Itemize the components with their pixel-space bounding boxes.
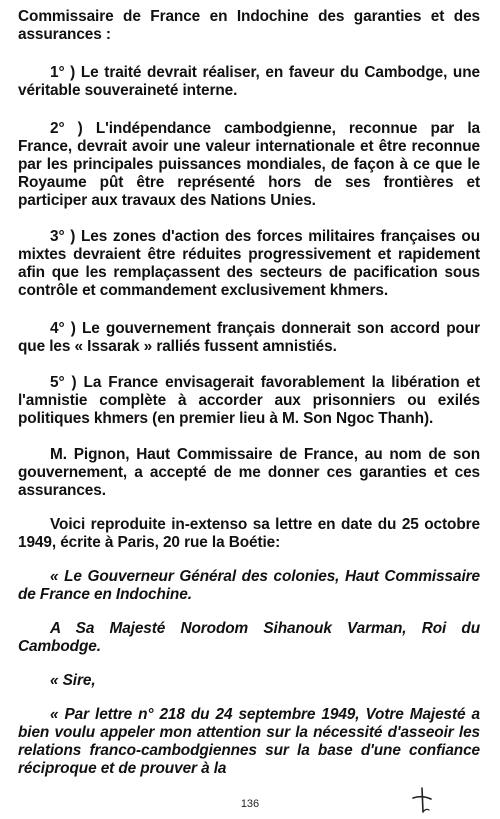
page-number: 136 xyxy=(240,798,260,810)
paragraph-point-2: 2° ) L'indépendance cambodgienne, reconnue par la France, devrait avoir une valeur internationale et être reconnue par les principales puissances mondiales, de façon à ce que le Royaume pût être représenté hors de ses frontières et participer aux travaux des Nations Unies. xyxy=(18,120,480,209)
paragraph-intro: Commissaire de France en Indochine des garanties et des assurances : xyxy=(18,8,480,43)
paragraph-letter-salutation: « Sire, xyxy=(50,672,96,689)
handwritten-mark-icon xyxy=(410,786,434,814)
paragraph-point-4: 4° ) Le gouvernement français donnerait son accord pour que les « Issarak » ralliés fussent amnistiés. xyxy=(18,320,480,355)
paragraph-letter-sender: « Le Gouverneur Général des colonies, Haut Commissaire de France en Indochine. xyxy=(18,568,480,603)
paragraph-pignon: M. Pignon, Haut Commissaire de France, au nom de son gouvernement, a accepté de me donner ces garanties et ces assurances. xyxy=(18,446,480,499)
paragraph-letter-intro: Voici reproduite in-extenso sa lettre en date du 25 octobre 1949, écrite à Paris, 20 rue la Boétie: xyxy=(18,516,480,551)
paragraph-letter-body: « Par lettre n° 218 du 24 septembre 1949, Votre Majesté a bien voulu appeler mon attention sur la nécessité d'asseoir les relations franco-cambodgiennes sur la base d'une confiance réciproque et de prouver à la xyxy=(18,706,480,777)
document-page xyxy=(18,8,480,778)
paragraph-point-5: 5° ) La France envisagerait favorablement la libération et l'amnistie complète à accorder aux prisonniers ou exilés politiques khmers (en premier lieu à M. Son Ngoc Thanh). xyxy=(18,374,480,427)
paragraph-point-1: 1° ) Le traité devrait réaliser, en faveur du Cambodge, une véritable souveraineté interne. xyxy=(18,64,480,99)
paragraph-point-3: 3° ) Les zones d'action des forces militaires françaises ou mixtes devraient être réduites progressivement et rapidement afin que les remplaçassent des secteurs de pacification sous contrôle et commandement exclusivement khmers. xyxy=(18,228,480,299)
paragraph-letter-recipient: A Sa Majesté Norodom Sihanouk Varman, Roi du Cambodge. xyxy=(18,620,480,655)
